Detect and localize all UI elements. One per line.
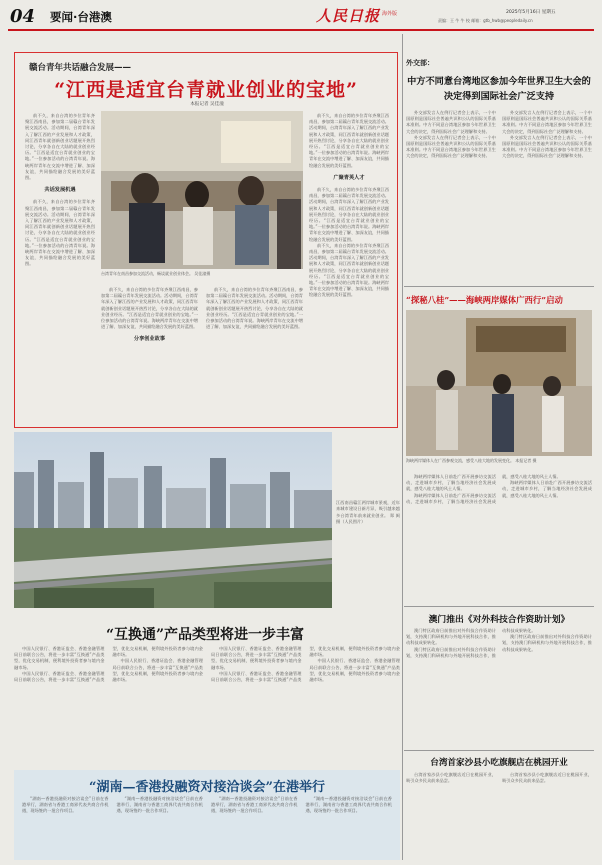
featured-body-paragraph: 前不久，来自台湾的多位青年齐聚江西南昌，参加第二届赣台青年发展交流活动。活动期间，台湾青年深入了解江西的产业发展和人才政策，同江西青年就创新创业话题展开热烈讨论，分享各自在大陆的就业创业经历。“江西是适宜台青就业创业的宝地。”一位参加活动的台湾青年说。海峡两岸青年在交流中增进了解、加深友谊，共同描绘融合发展的美好蓝图。	[309, 113, 389, 168]
story4-paragraph: 台湾首家沙县小吃旗舰店近日在桃园开业，吸引众多民众前来品尝。	[502, 772, 592, 784]
featured-body-paragraph: 前不久，来自台湾的多位青年齐聚江西南昌，参加第二届赣台青年发展交流活动。活动期间，台湾青年深入了解江西的产业发展和人才政策，同江西青年就创新创业话题展开热烈讨论，分享各自在大陆的就业创业经历。“江西是适宜台青就业创业的宝地。”一位参加活动的台湾青年说。海峡两岸青年在交流中增进了解、加深友谊，共同描绘融合发展的美好蓝图。	[101, 287, 198, 330]
featured-body-paragraph: 前不久，来自台湾的多位青年齐聚江西南昌，参加第二届赣台青年发展交流活动。活动期间，台湾青年深入了解江西的产业发展和人才政策，同江西青年就创新创业话题展开热烈讨论，分享各自在大陆的就业创业经历。“江西是适宜台青就业创业的宝地。”一位参加活动的台湾青年说。海峡两岸青年在交流中增进了解、加深友谊，共同描绘融合发展的美好蓝图。	[309, 242, 389, 298]
mfa-paragraph: 外交部发言人在例行记者会上表示，一个中国原则是国际社会普遍共识和公认的国际关系基本准则。中方不同意台湾地区参加今年世界卫生大会的决定，得到国际社会广泛理解和支持。	[502, 134, 592, 159]
date-line: 2025年5月16日 星期五	[506, 10, 556, 15]
story3-paragraph: 澳门特区政府日前推出对外科技合作资助计划，支持澳门科研机构与外地开展科技合作，推动科技成果转化。	[406, 628, 496, 646]
featured-body-paragraph: 前不久，来自台湾的多位青年齐聚江西南昌，参加第二届赣台青年发展交流活动。活动期间，台湾青年深入了解江西的产业发展和人才政策，同江西青年就创新创业话题展开热烈讨论，分享各自在大陆的就业创业经历。“江西是适宜台青就业创业的宝地。”一位参加活动的台湾青年说。海峡两岸青年在交流中增进了解、加深友谊，共同描绘融合发展的美好蓝图。	[206, 287, 303, 330]
masthead-rule	[8, 29, 594, 31]
featured-photo-caption: 台湾青年在南昌参加交流活动，畅谈就业创业体会。 吴佳潼摄	[101, 271, 211, 276]
swap-connect-paragraph: 中国人民银行、香港证监会、香港金融管理局日前联合公告，将进一步丰富“互换通”产品类型，优化交易机制，便利境外投资者参与境内金融市场。	[112, 658, 203, 683]
swap-connect-paragraph: 中国人民银行、香港证监会、香港金融管理局日前联合公告，将进一步丰富“互换通”产品类型，优化交易机制，便利境外投资者参与境内金融市场。	[211, 646, 302, 670]
swap-connect-body	[14, 646, 400, 766]
story3-body	[406, 628, 592, 748]
mfa-label: 外交部：	[406, 59, 434, 67]
logo-text: 人民日报	[316, 7, 381, 25]
story2-paragraph: 海峡两岸媒体人日前赴广西开展参访交流活动，走进城市乡村，了解当地经济社会发展成就，感受八桂大地的风土人情。	[502, 480, 592, 498]
featured-headline: “江西是适宜台青就业创业的宝地”	[54, 79, 358, 101]
mfa-paragraph: 外交部发言人在例行记者会上表示，一个中国原则是国际社会普遍共识和公认的国际关系基本准则。中方不同意台湾地区参加今年世界卫生大会的决定，得到国际社会广泛理解和支持。	[502, 110, 592, 134]
city-photo-caption: 江西南昌赣江两岸城市景观，近年来城市建设日新月异，吸引越来越多台湾青年前来就业创业。 郑 闽摄（人民图片）	[336, 500, 400, 525]
mfa-body	[406, 110, 592, 280]
column-divider	[402, 34, 403, 860]
story2-headline: “探秘八桂”——海峡两岸媒体广西行”启动	[406, 295, 563, 305]
featured-kicker: 赣台青年共话融合发展——	[29, 63, 132, 73]
story3-paragraph: 澳门特区政府日前推出对外科技合作资助计划，支持澳门科研机构与外地开展科技合作，推动科技成果转化。	[502, 634, 592, 652]
featured-photo	[101, 111, 303, 269]
swap-connect-headline: “互换通”产品类型将进一步丰富	[105, 627, 305, 643]
hunan-hk-paragraph: “湖南—香港投融资对接洽谈会”日前在香港举行，湖南省与香港工商界代表共商合作机遇，现场签约一批合作项目。	[22, 796, 109, 814]
featured-body-paragraph: 前不久，来自台湾的多位青年齐聚江西南昌，参加第二届赣台青年发展交流活动。活动期间，台湾青年深入了解江西的产业发展和人才政策，同江西青年就创新创业话题展开热烈讨论，分享各自在大陆的就业创业经历。“江西是适宜台青就业创业的宝地。”一位参加活动的台湾青年说。海峡两岸青年在交流中增进了解、加深友谊，共同描绘融合发展的美好蓝图。	[309, 187, 389, 242]
page-number: 04	[10, 6, 36, 27]
section-title: 要闻·台港澳	[50, 10, 112, 24]
hunan-hk-paragraph: “湖南—香港投融资对接洽谈会”日前在香港举行，湖南省与香港工商界代表共商合作机遇，现场签约一批合作项目。	[116, 796, 203, 814]
story2-photo	[406, 310, 592, 456]
story4-paragraph: 台湾首家沙县小吃旗舰店近日在桃园开业，吸引众多民众前来品尝。	[406, 772, 496, 784]
featured-subhead-2: 广聚青英人才	[333, 174, 365, 181]
hunan-hk-body	[22, 796, 392, 856]
story2-body	[406, 474, 592, 606]
story2-paragraph: 海峡两岸媒体人日前赴广西开展参访交流活动，走进城市乡村，了解当地经济社会发展成就，感受八桂大地的风土人情。	[406, 474, 561, 504]
divider	[404, 750, 594, 751]
skyline-photo-image	[14, 432, 332, 608]
mfa-paragraph: 外交部发言人在例行记者会上表示，一个中国原则是国际社会普遍共识和公认的国际关系基本准则。中方不同意台湾地区参加今年世界卫生大会的决定，得到国际社会广泛理解和支持。	[406, 110, 496, 134]
right-column	[404, 34, 594, 860]
meeting-photo-image	[101, 111, 303, 269]
swap-connect-paragraph: 中国人民银行、香港证监会、香港金融管理局日前联合公告，将进一步丰富“互换通”产品类型，优化交易机制，便利境外投资者参与境内金融市场。	[309, 658, 400, 683]
swap-connect-paragraph: 中国人民银行、香港证监会、香港金融管理局日前联合公告，将进一步丰富“互换通”产品类型，优化交易机制，便利境外投资者参与境内金融市场。	[14, 646, 105, 670]
featured-subhead-3: 分享创业故事	[133, 336, 166, 343]
newspaper-logo	[316, 5, 380, 26]
featured-body-center	[101, 287, 303, 419]
story2-paragraph: 海峡两岸媒体人日前赴广西开展参访交流活动，走进城市乡村，了解当地经济社会发展成就，感受八桂大地的风土人情。	[406, 474, 496, 492]
edition-label: 海外版	[382, 11, 398, 17]
bottom-banner	[14, 770, 400, 860]
editor-line: 责编：王 牛 牛 校 邮箱：gtb_hwb@peopledaily.cn	[438, 18, 533, 23]
story3-paragraph: 澳门特区政府日前推出对外科技合作资助计划，支持澳门科研机构与外地开展科技合作，推动科技成果转化。	[406, 628, 536, 658]
story2-caption: 海峡两岸媒体人在广西参观交流，感受八桂大地的发展变化。 本报记者 摄	[406, 458, 537, 463]
mfa-headline: 中方不同意台湾地区参加今年世界卫生大会的决定得到国际社会广泛支持	[407, 76, 591, 102]
featured-body-paragraph: 前不久，来自台湾的多位青年齐聚江西南昌，参加第二届赣台青年发展交流活动。活动期间，台湾青年深入了解江西的产业发展和人才政策，同江西青年就创新创业话题展开热烈讨论，分享各自在大陆的就业创业经历。“江西是适宜台青就业创业的宝地。”一位参加活动的台湾青年说。海峡两岸青年在交流中增进了解、加深友谊，共同描绘融合发展的美好蓝图。	[25, 113, 95, 181]
featured-byline: 本报记者 吴佳潼	[190, 102, 224, 107]
swap-connect-paragraph: 中国人民银行、香港证监会、香港金融管理局日前联合公告，将进一步丰富“互换通”产品类型，优化交易机制，便利境外投资者参与境内金融市场。	[211, 646, 400, 683]
featured-subhead-1: 共话发展机遇	[44, 187, 76, 194]
divider	[404, 286, 594, 287]
story4-headline: 台湾首家沙县小吃旗舰店在桃园开业	[430, 758, 568, 768]
hunan-hk-headline: “湖南—香港投融资对接洽谈会”在港举行	[89, 780, 325, 795]
swap-connect-paragraph: 中国人民银行、香港证监会、香港金融管理局日前联合公告，将进一步丰富“互换通”产品类型，优化交易机制，便利境外投资者参与境内金融市场。	[14, 646, 203, 683]
hunan-hk-paragraph: “湖南—香港投融资对接洽谈会”日前在香港举行，湖南省与香港工商界代表共商合作机遇，现场签约一批合作项目。	[305, 796, 392, 814]
hunan-hk-paragraph: “湖南—香港投融资对接洽谈会”日前在香港举行，湖南省与香港工商界代表共商合作机遇，现场签约一批合作项目。	[211, 796, 298, 814]
city-photo	[14, 432, 332, 608]
exhibition-photo-image	[406, 310, 592, 456]
masthead	[8, 6, 594, 30]
featured-body-paragraph: 前不久，来自台湾的多位青年齐聚江西南昌，参加第二届赣台青年发展交流活动。活动期间，台湾青年深入了解江西的产业发展和人才政策，同江西青年就创新创业话题展开热烈讨论，分享各自在大陆的就业创业经历。“江西是适宜台青就业创业的宝地。”一位参加活动的台湾青年说。海峡两岸青年在交流中增进了解、加深友谊，共同描绘融合发展的美好蓝图。	[25, 199, 95, 267]
featured-body-right	[309, 113, 389, 419]
mfa-paragraph: 外交部发言人在例行记者会上表示，一个中国原则是国际社会普遍共识和公认的国际关系基本准则。中方不同意台湾地区参加今年世界卫生大会的决定，得到国际社会广泛理解和支持。	[406, 134, 496, 159]
featured-article	[14, 52, 398, 428]
divider	[404, 606, 594, 607]
story4-body	[406, 772, 592, 858]
story3-headline: 澳门推出《对外科技合作资助计划》	[428, 615, 570, 625]
featured-body-left	[25, 113, 95, 419]
